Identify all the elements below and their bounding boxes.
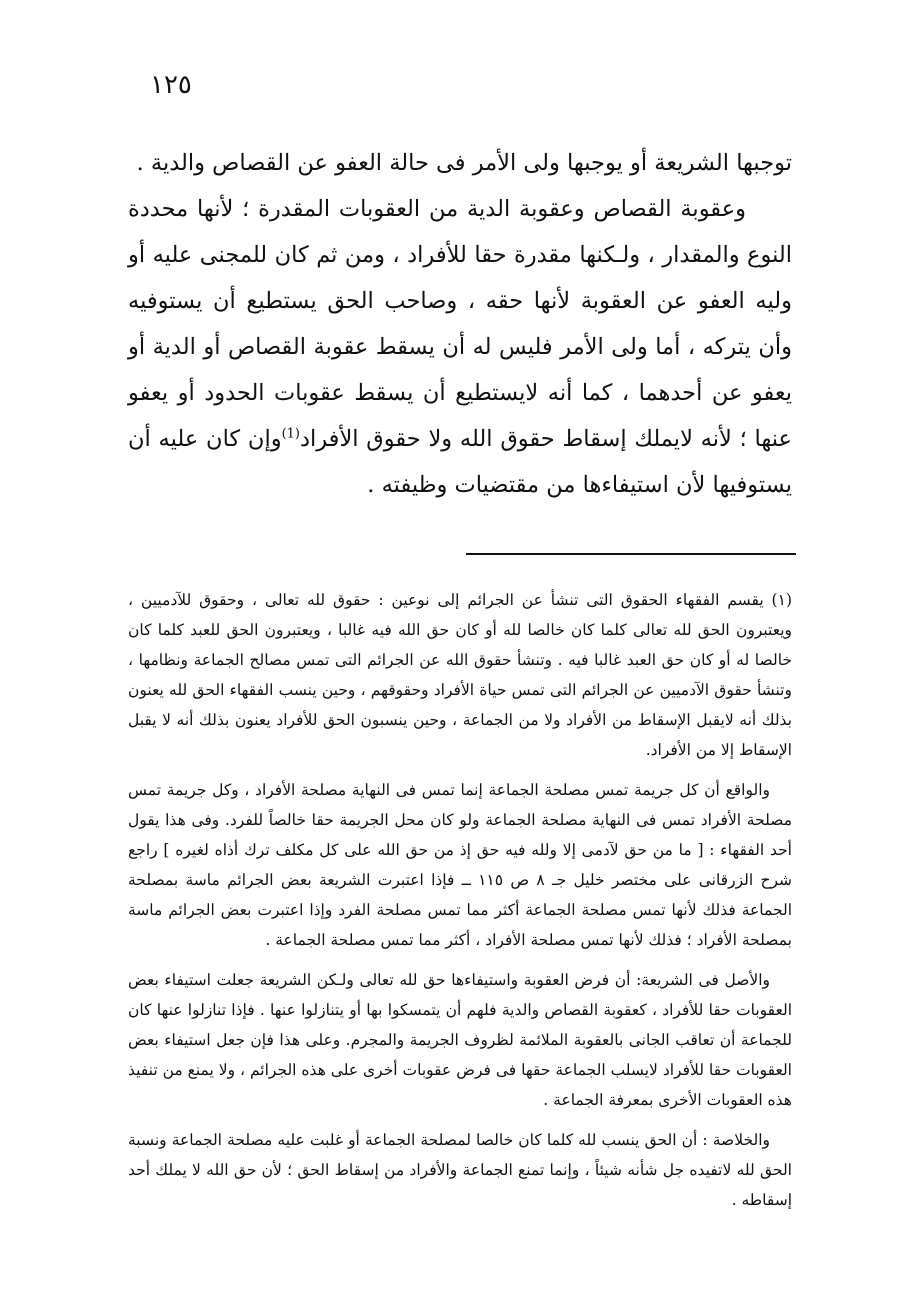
main-text: [128, 140, 792, 508]
footnote-divider: [466, 553, 796, 555]
main-paragraph-body: وعقوبة القصاص وعقوبة الدية من العقوبات المقدرة ؛ لأنها محددة النوع والمقدار ، ولـكنها مقدرة حقا للأفراد ، ومن ثم كان للمجنى عليه أو وليه العفو عن العقوبة لأنها حقه ، وصاحب الحق يستطيع أن يستوفيه وأن يتركه ، أما ولى الأمر فليس له أن يسقط عقوبة القصاص أو الدية أو يعفو عن أحدهما ، كما أنه لايستطيع أن يسقط عقوبات الحدود أو يعفو عنها ؛ لأنه لايملك إسقاط حقوق الله ولا حقوق الأفراد: [128, 196, 792, 452]
main-paragraph: [128, 186, 792, 508]
main-paragraph-tail: وإن كان عليه أن يستوفيها لأن استيفاءها من مقتضيات وظيفته .: [128, 426, 792, 498]
main-paragraph-continuation: توجبها الشريعة أو يوجبها ولى الأمر فى حالة العفو عن القصاص والدية .: [136, 150, 792, 176]
footnote-paragraph: والواقع أن كل جريمة تمس مصلحة الجماعة إنما تمس فى النهاية مصلحة الأفراد ، وكل جريمة تمس مصلحة الأفراد تمس فى النهاية مصلحة الجماعة ولو كان محل الجريمة حقا خالصاً للفرد. وفى هذا يقول أحد الفقهاء : [ ما من حق لآدمى إلا ولله فيه حق إذ من حق الله على كل مكلف ترك أذاه لغيره ] راجع شرح الزرقانى على مختصر خليل جـ ٨ ص ١١٥ ــ فإذا اعتبرت الشريعة بعض الجرائم ماسة بمصلحة الجماعة فذلك لأنها تمس مصلحة الجماعة أكثر مما تمس مصلحة الفرد وإذا اعتبرت بعض الجرائم ماسة بمصلحة الأفراد ؛ فذلك لأنها تمس مصلحة الأفراد ، أكثر مما تمس مصلحة الجماعة .: [128, 781, 792, 949]
footnote-reference: (1): [281, 426, 300, 442]
footnote-paragraph: والخلاصة : أن الحق ينسب لله كلما كان خالصا لمصلحة الجماعة أو غلبت عليه مصلحة الجماعة ونسبة الحق لله لاتفيده جل شأنه شيئاً ، وإنما تمنع الجماعة والأفراد من إسقاط الحق ؛ لأن حق الله لا يملك أحد إسقاطه .: [128, 1131, 792, 1209]
footnote-paragraph: والأصل فى الشريعة: أن فرض العقوبة واستيفاءها حق لله تعالى ولـكن الشريعة جعلت استيفاء بعض العقوبات حقا للأفراد ، كعقوبة القصاص والدية فلهم أن يتمسكوا بها أو يتنازلوا عنها . فإذا تنازلوا عنها كان للجماعة أن تعاقب الجانى بالعقوبة الملائمة لظروف الجريمة والمجرم. وعلى هذا فإن جعل استيفاء بعض العقوبات حقا للأفراد لايسلب الجماعة حقها فى فرض عقوبات أخرى على هذه الجرائم ، ولا يمنع من تنفيذ هذه العقوبات الأخرى بمعرفة الجماعة .: [128, 971, 792, 1109]
footnote-paragraph: (١) يقسم الفقهاء الحقوق التى تنشأ عن الجرائم إلى نوعين : حقوق لله تعالى ، وحقوق للآدميين ، ويعتبرون الحق لله تعالى كلما كان خالصا لله أو كان حق الله فيه غالبا ، ويعتبرون الحق للعبد كلما كان خالصا له أو كان حق العبد غالبا فيه . وتنشأ حقوق الله عن الجرائم التى تمس مصالح الجماعة ونظامها ، وتنشأ حقوق الآدميين عن الجرائم التى تمس حياة الأفراد وحقوقهم ، وحين ينسب الفقهاء الحق لله يعنون بذلك أنه لايقبل الإسقاط من الأفراد ولا من الجماعة ، وحين ينسبون الحق للأفراد يعنون بذلك أنه لا يقبل الإسقاط إلا من الأفراد.: [128, 591, 792, 759]
footnotes: [128, 585, 792, 1225]
page-number: ١٢٥: [150, 70, 192, 100]
